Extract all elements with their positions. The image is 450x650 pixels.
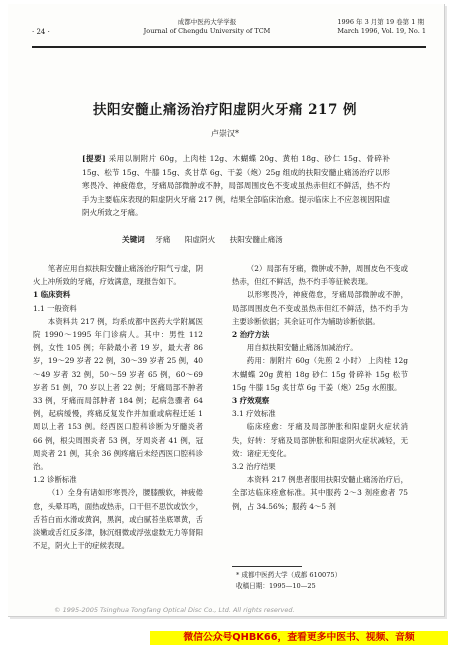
right-column-heading: 3 疗效观察 — [232, 396, 270, 406]
keyword: 阳虚阴火 — [184, 235, 216, 244]
right-column-heading: 3.1 疗效标准 — [232, 409, 276, 419]
page-number: · 24 · — [32, 28, 50, 36]
left-column-paragraph: （1）全身有诸如形寒畏冷，腰膝酸软，神疲倦怠，头晕耳鸣，面热或热赤，口干但不思饮或饮少，舌苔白而水滑或黄润，黑润，或白腻苔坐底罩黄，舌淡嫩或舌红反多津，脉沉细微或浮弦虚数无力等肾阳不足，阴火上干的症候表现。 — [33, 488, 203, 551]
right-column-paragraph: 以形寒畏冷，神疲倦怠，牙痛局部微肿或不肿，局部周围皮色不变或虽热赤但红不鲜活，热不灼手为主要诊断依据；其余证可作为辅助诊断依据。 — [232, 290, 408, 326]
issue-date-cn: 1996 年 3 月第 19 卷第 1 期 — [337, 18, 424, 26]
journal-name — [127, 18, 287, 36]
issue-date-en: March 1996, Vol. 19, No. 1 — [337, 27, 426, 35]
left-column-heading: 1.1 一般资料 — [33, 303, 77, 313]
right-column-paragraph: 药用：制附片 60g（先煎 2 小时） 上肉桂 12g 木蝴蝶 20g 黄柏 18g 砂仁 15g 骨碎补 15g 松节 15g 牛膝 15g 炙甘草 6g 干姜（炮）25g 水煎服。 — [232, 356, 408, 392]
right-column-paragraph: 临床痊愈：牙痛及局部肿胀和阳虚阴火症状消失，好转：牙痛及局部肿胀和阳虚阴火症状减轻，无效：诸症无变化。 — [232, 422, 408, 458]
left-column-paragraph: 本资料共 217 例，均系成都中医药大学附属医院 1990～1995 年门诊病人。其中：男性 112 例，女性 105 例；年龄最小者 19 岁，最大者 86 岁，19～29 岁者 22 例，30～39 岁者 25 例，40～49 岁者 32 例，50～59 岁者 65 例，60～69 岁者 51 例，70 岁以上者 22 例；牙痛局部不肿者 33 例，牙痛而局部肿者 184 例；起病急骤者 64 例，起病缓慢，疼痛反复发作并加重或病程迁延 1 周以上者 153 例。经西医口腔科诊断为牙髓炎者 66 例，根尖周围炎者 53 例，牙周炎者 41 例，冠周炎者 21 例，其余 36 例疼痛后未经西医口腔科诊治。 — [33, 316, 203, 472]
journal-name-en: Journal of Chengdu University of TCM — [143, 27, 271, 35]
abstract-text: 采用以制附片 60g，上肉桂 12g、木蝴蝶 20g、黄柏 18g、砂仁 15g、骨碎补 15g、松节 15g、牛膝 15g、炙甘草 6g、干姜（炮）25g 组成的扶阳安髓止痛汤治疗以形寒畏冷、神疲倦怠，牙痛局部微肿或不肿，局部周围皮色不变或虽热赤但红不鲜活，热不灼手为主要临床表现的阳虚阴火牙痛 217 例，结果全部临床治愈。提示临床上不应忽视因阳虚阴火所致之牙痛。 — [82, 154, 391, 218]
right-column-paragraph: 本资料 217 例患者服用扶阳安髓止痛汤治疗后，全部达临床痊愈标准。其中服药 2～3 剂痊愈者 75 例，占 34.56%；服药 4～5 剂 — [232, 475, 408, 511]
article-title: 扶阳安髓止痛汤治疗阳虚阴火牙痛 217 例 — [92, 102, 358, 118]
issue-info — [337, 18, 426, 36]
footnote-author: * 成都中医药大学（成都 610075） — [236, 571, 342, 579]
article-author: 卢崇汉* — [211, 129, 239, 138]
abstract — [82, 152, 390, 220]
footnote-divider — [232, 566, 302, 567]
left-column — [33, 262, 203, 552]
right-column-heading: 2 治疗方法 — [232, 330, 270, 340]
left-column-paragraph: 笔者应用自拟扶阳安髓止痛汤治疗阳气亏虚，阴火上冲所致的牙痛，疗效满意，现报告如下。 — [33, 264, 204, 287]
page-header — [32, 10, 426, 48]
right-column-paragraph: 用自拟扶阳安髓止痛汤加减治疗。 — [246, 343, 358, 353]
keywords-label: 关键词 — [122, 235, 145, 244]
abstract-label: [提要] — [82, 154, 106, 163]
journal-name-cn: 成都中医药大学学报 — [177, 18, 237, 26]
copyright-notice: © 1995-2005 Tsinghua Tongfang Optical Disc Co., Ltd. All rights reserved. — [54, 606, 295, 614]
keywords — [82, 234, 390, 246]
keyword: 牙痛 — [155, 235, 171, 244]
right-column-paragraph: （2）局部有牙痛，微肿或不肿，周围皮色不变或热赤，但红不鲜活，热不灼手等征候表现。 — [232, 264, 408, 287]
keyword: 扶阳安髓止痛汤 — [229, 235, 283, 244]
right-column — [232, 262, 408, 513]
left-column-heading: 1 临床资料 — [33, 290, 71, 300]
left-column-heading: 1.2 诊断标准 — [33, 475, 77, 485]
footnote — [236, 570, 416, 592]
footnote-received: 收稿日期：1995—10—25 — [236, 582, 316, 590]
promo-banner: 微信公众号QHBK66，查看更多中医书、视频、音频 — [150, 631, 448, 645]
right-column-heading: 3.2 治疗结果 — [232, 462, 276, 472]
